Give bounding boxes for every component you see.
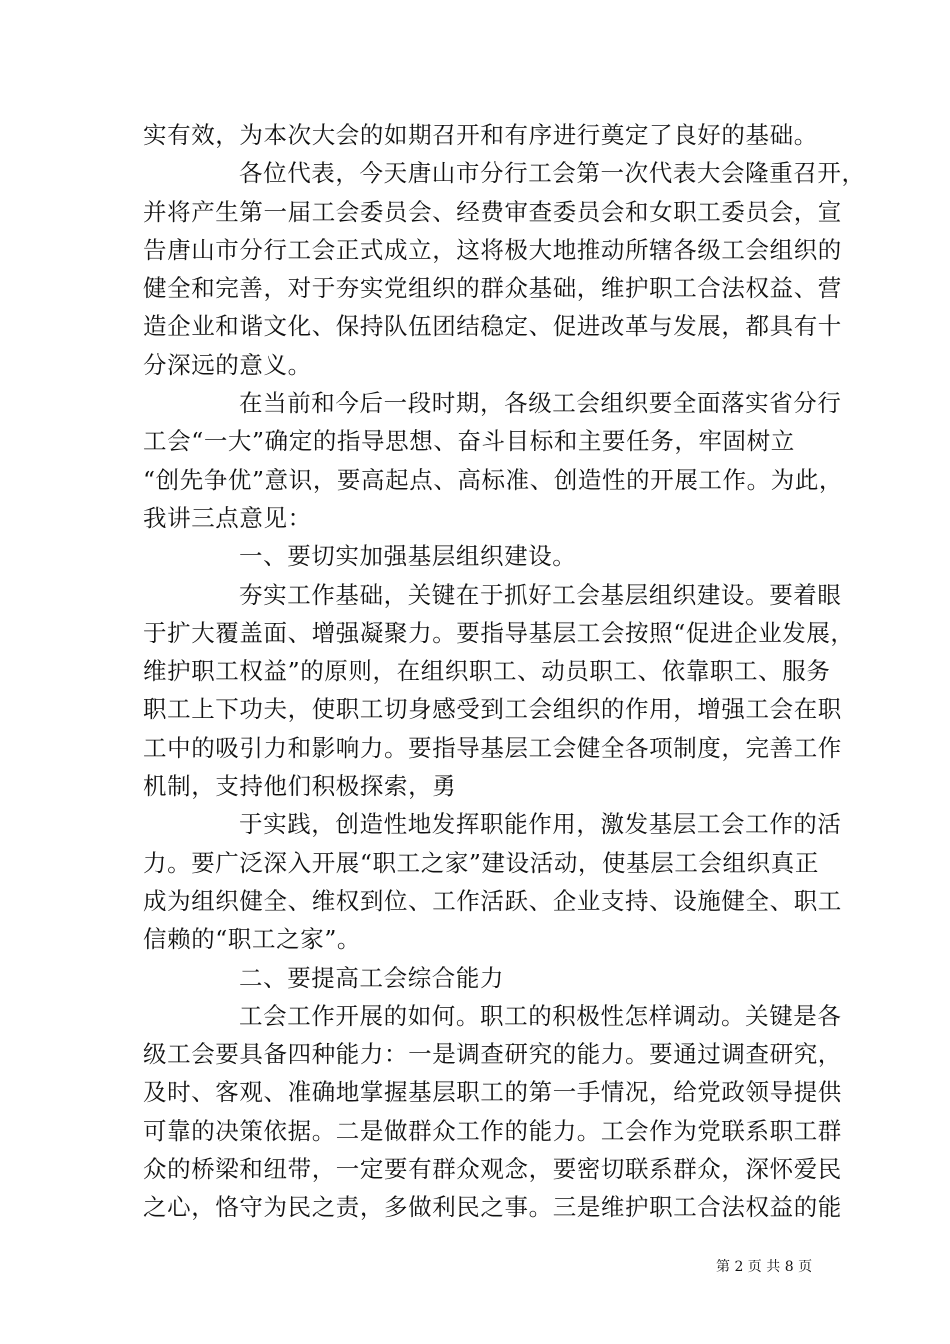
text-line: 可靠的决策依据。二是做群众工作的能力。工会作为党联系职工群 [143,1116,842,1145]
text-line: 机制，支持他们积极探索，勇 [143,772,457,801]
text-line: 实有效，为本次大会的如期召开和有序进行奠定了良好的基础。 [143,121,818,149]
text-line: 力。要广泛深入开展“职工之家”建设活动，使基层工会组织真正 [143,848,819,877]
text-line: 造企业和谐文化、保持队伍团结稳定、促进改革与发展，都具有十 [143,312,842,341]
text-line: 健全和完善，对于夯实党组织的群众基础，维护职工合法权益、营 [143,274,842,303]
text-line: 分深远的意义。 [143,350,312,379]
text-line: 之心，恪守为民之责，多做利民之事。三是维护职工合法权益的能 [143,1193,842,1222]
text-line: 一、要切实加强基层组织建设。 [239,542,577,571]
text-line: 并将产生第一届工会委员会、经费审查委员会和女职工委员会，宣 [143,197,842,226]
text-line: 我讲三点意见： [143,503,312,532]
text-line: 于扩大覆盖面、增强凝聚力。要指导基层工会按照“促进企业发展， [143,618,855,647]
text-line: 维护职工权益”的原则，在组织职工、动员职工、依靠职工、服务 [143,657,831,686]
text-line: “创先争优”意识，要高起点、高标准、创造性的开展工作。为此， [143,465,844,494]
text-line: 众的桥梁和纽带，一定要有群众观念，要密切联系群众，深怀爱民 [143,1155,842,1184]
document-body [143,116,866,1227]
text-line: 成为组织健全、维权到位、工作活跃、企业支持、设施健全、职工 [143,886,842,915]
text-line: 各位代表，今天唐山市分行工会第一次代表大会隆重召开， [239,159,866,188]
text-line: 信赖的“职工之家”。 [143,925,362,954]
text-line: 在当前和今后一段时期，各级工会组织要全面落实省分行 [239,389,842,418]
text-line: 及时、客观、准确地掌握基层职工的第一手情况，给党政领导提供 [143,1078,842,1107]
text-line: 告唐山市分行工会正式成立，这将极大地推动所辖各级工会组织的 [143,235,842,264]
text-line: 工会“一大”确定的指导思想、奋斗目标和主要任务，牢固树立 [143,427,795,456]
text-line: 夯实工作基础，关键在于抓好工会基层组织建设。要着眼 [239,580,842,609]
text-line: 级工会要具备四种能力：一是调查研究的能力。要通过调查研究， [143,1040,842,1069]
text-line: 工会工作开展的如何。职工的积极性怎样调动。关键是各 [239,1001,842,1030]
text-line: 工中的吸引力和影响力。要指导基层工会健全各项制度，完善工作 [143,733,842,762]
text-line: 二、要提高工会综合能力 [239,963,505,992]
page-number-footer: 第 2 页 共 8 页 [716,1259,813,1275]
text-line: 于实践，创造性地发挥职能作用，激发基层工会工作的活 [239,810,842,839]
text-line: 职工上下功夫，使职工切身感受到工会组织的作用，增强工会在职 [143,695,842,724]
